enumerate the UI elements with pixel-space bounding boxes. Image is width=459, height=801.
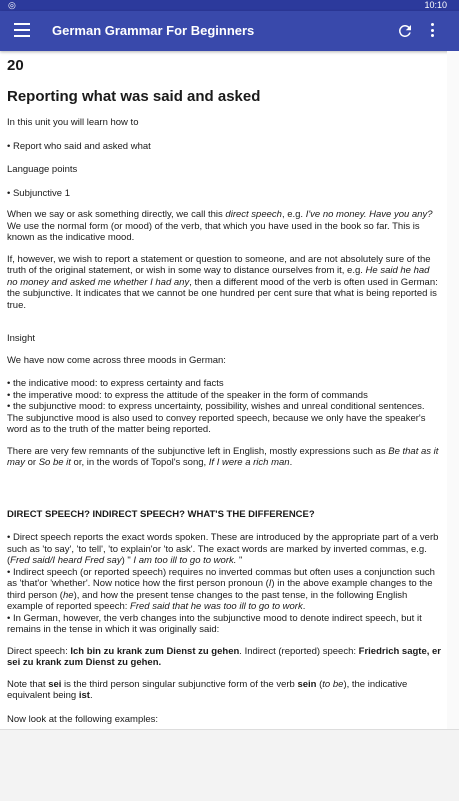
insight-label: Insight [7, 333, 35, 344]
mood-indicative: • the indicative mood: to express certainty and facts [7, 378, 224, 389]
bullet-german: • In German, however, the verb changes into the subjunctive mood to denote indirect speech, but it remains in the tense in which it was originally said: [7, 612, 422, 635]
mood-imperative: • the imperative mood: to express the attitude of the speaker in the form of commands [7, 389, 368, 401]
example-paragraph: Direct speech: Ich bin zu krank zum Dienst zu gehen. Indirect (reported) speech: Friedrich sagte, er sei zu krank zum Dienst zu gehen. [7, 645, 442, 668]
sync-circle-icon: ◎ [8, 0, 16, 10]
remnants-paragraph: There are very few remnants of the subjunctive left in English, mostly expressions such as Be that as it may or So be it or, in the words of Topol's song, If I were a rich man. [7, 445, 439, 468]
subjunctive-paragraph: If, however, we wish to report a statement or question to someone, and are not absolutely sure of the truth of the original statement, or wish in some way to distance ourselves from it, e.g. He said he had no money and asked me whether I had any, then a different mood of the verb is often used in German: the subjunctive. It indicates that we cannot be one hundred per cent sure that what is being reported is true. [7, 253, 438, 311]
moods-intro: We have now come across three moods in German: [7, 354, 226, 366]
bullet-direct-speech: • Direct speech reports the exact words spoken. These are introduced by the appropriate part of a verb such as 'to say', 'to tell', 'to explain'or 'to ask'. The exact words are marked by inverted commas, e.g. (Fred said/I heard Fred say) " I am too ill to go to work. " [7, 532, 439, 566]
intro-text: In this unit you will learn how to [7, 117, 139, 128]
unit-title: Reporting what was said and asked [7, 88, 261, 105]
refresh-icon[interactable] [396, 22, 414, 40]
language-points-label: Language points [7, 164, 78, 175]
unit-number: 20 [7, 57, 24, 74]
lesson-content [0, 51, 447, 729]
app-bar [0, 11, 459, 51]
menu-icon[interactable] [14, 23, 30, 39]
more-vert-icon[interactable] [429, 23, 435, 39]
bottom-blank-area [0, 729, 459, 801]
now-look-text: Now look at the following examples: [7, 713, 159, 725]
app-title: German Grammar For Beginners [52, 23, 255, 38]
direct-speech-paragraph: When we say or ask something directly, we call this direct speech, e.g. I've no money. Have you any? We use the normal form (or mood) of the verb, that which you have used in the book so far. This is known as the indicative mood. [7, 209, 433, 243]
bullet-indirect-speech: • Indirect speech (or reported speech) requires no inverted commas but often uses a conjunction such as 'that'or 'whether'. Now notice how the first person pronoun (I) in the above example changes to the third person (he), and how the present tense changes to the past tense, in the following English example of reported speech: Fred said that he was too ill to go to work. [7, 566, 435, 612]
scroll-track[interactable] [447, 51, 459, 729]
mood-subjunctive: • the subjunctive mood: to express uncertainty, possibility, wishes and unreal conditional sentences. The subjunctive mood is also used to convey reported speech, because we only have the speaker's word as to the truth of the matter being reported. [7, 401, 426, 435]
learn-item: • Report who said and asked what [7, 140, 151, 152]
status-bar [0, 0, 459, 11]
status-clock: 10:10 [424, 0, 447, 10]
subjunctive-item: • Subjunctive 1 [7, 187, 71, 199]
note-paragraph: Note that sei is the third person singular subjunctive form of the verb sein (to be), the indicative equivalent being ist. [7, 678, 408, 701]
section-heading: DIRECT SPEECH? INDIRECT SPEECH? WHAT'S THE DIFFERENCE? [7, 508, 315, 520]
